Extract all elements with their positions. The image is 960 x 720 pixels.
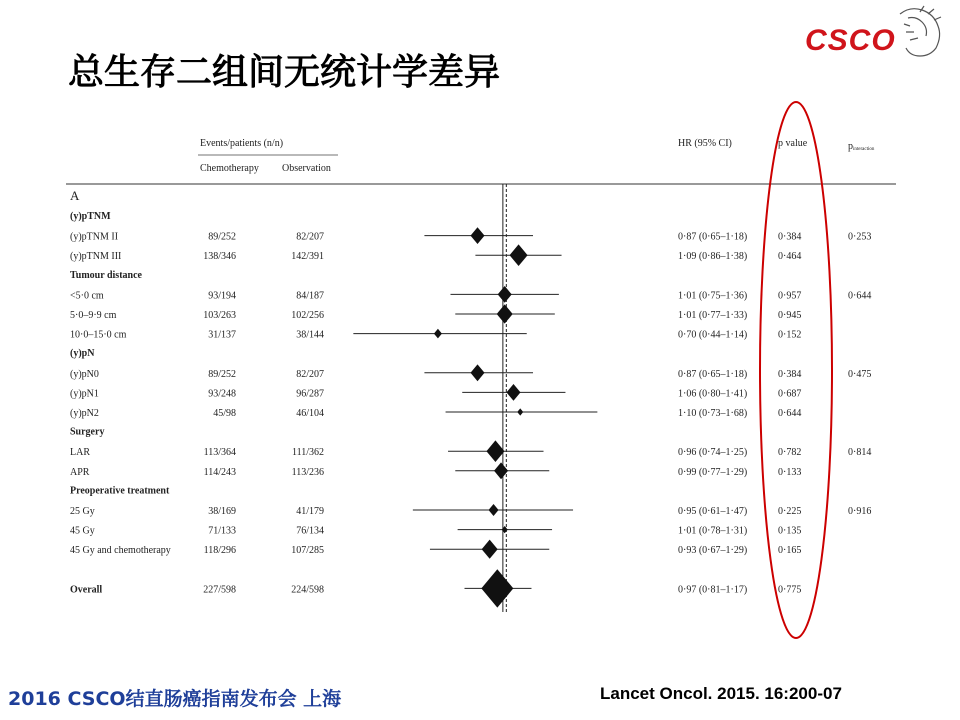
header-p-value: p value [778,138,808,149]
row-obs-events: 142/391 [291,251,324,263]
row-obs-events: 224/598 [291,584,324,596]
row-p-interaction: 0·814 [848,447,872,459]
point-estimate-diamond [482,540,498,559]
point-estimate-diamond [481,569,513,607]
row-hr-ci: 0·96 (0·74–1·25) [678,447,748,459]
row-hr-ci: 0·97 (0·81–1·17) [678,584,748,596]
row-p-value: 0·384 [778,231,802,243]
row-hr-ci: 0·95 (0·61–1·47) [678,506,748,517]
row-hr-ci: 1·10 (0·73–1·68) [678,408,748,419]
row-hr-ci: 1·01 (0·75–1·36) [678,290,748,302]
point-estimate-diamond [486,440,504,462]
row-label: (y)pN2 [70,408,99,419]
row-obs-events: 84/187 [296,290,324,302]
subgroup-header [70,427,104,438]
row-chemo-events: 71/133 [208,525,236,537]
row-p-value: 0·152 [778,329,802,341]
subgroup-label: Surgery [70,426,105,438]
row-obs-events: 38/144 [296,329,324,341]
row-hr-ci: 0·70 (0·44–1·14) [678,329,748,341]
table-row [70,329,801,341]
table-row [70,408,801,419]
table-row [70,440,871,462]
row-chemo-events: 227/598 [203,584,236,596]
overall-row [70,569,801,607]
point-estimate-diamond [471,364,485,381]
row-p-value: 0·384 [778,368,802,380]
point-estimate-diamond [489,504,499,516]
row-obs-events: 82/207 [296,368,324,380]
row-chemo-events: 113/364 [203,447,236,459]
row-label: 10·0–15·0 cm [70,329,127,341]
subgroup-header [70,211,111,222]
table-row [70,227,871,244]
row-chemo-events: 118/296 [203,545,236,557]
row-obs-events: 76/134 [296,525,324,537]
subgroup-header [70,485,170,496]
row-chemo-events: 31/137 [208,329,236,341]
table-row [70,504,871,517]
row-p-value: 0·225 [778,506,802,517]
row-chemo-events: 114/243 [203,466,236,478]
row-obs-events: 102/256 [291,310,324,321]
row-hr-ci: 0·87 (0·65–1·18) [678,231,748,243]
row-chemo-events: 89/252 [208,368,236,380]
row-hr-ci: 1·01 (0·78–1·31) [678,525,748,537]
row-label: 45 Gy and chemotherapy [70,545,171,557]
logo-wordmark: CSCO [805,24,896,57]
row-p-value: 0·133 [778,466,802,478]
table-row [70,462,801,479]
subgroup-header [70,270,143,281]
header-events: Events/patients (n/n) [200,138,284,149]
row-label: (y)pN1 [70,388,99,400]
row-hr-ci: 1·09 (0·86–1·38) [678,251,748,263]
row-chemo-events: 93/248 [208,388,236,400]
row-obs-events: 113/236 [291,466,324,478]
point-estimate-diamond [471,227,485,244]
row-label: APR [70,466,90,478]
point-estimate-diamond [517,408,523,415]
point-estimate-diamond [506,384,520,401]
row-chemo-events: 38/169 [208,506,236,517]
row-chemo-events: 93/194 [208,290,236,302]
row-label: (y)pN0 [70,368,99,380]
row-chemo-events: 45/98 [213,408,236,419]
subgroup-label: Preoperative treatment [70,485,170,497]
row-p-value: 0·464 [778,251,802,263]
row-p-value: 0·782 [778,447,802,459]
row-p-value: 0·957 [778,290,802,302]
citation: Lancet Oncol. 2015. 16:200-07 [600,684,842,703]
table-row [70,286,871,303]
table-row [70,304,801,323]
row-label: <5·0 cm [70,290,104,302]
point-estimate-diamond [510,244,528,266]
header-hr: HR (95% CI) [678,138,732,149]
row-label: 45 Gy [70,525,95,537]
subgroup-label: Tumour distance [70,269,142,281]
row-p-value: 0·945 [778,310,802,321]
footer-event-name: 2016 CSCO结直肠癌指南发布会 上海 [8,688,342,710]
row-p-value: 0·775 [778,584,802,596]
table-row [70,364,871,381]
table-row [70,384,801,401]
row-label: 5·0–9·9 cm [70,310,117,321]
row-p-value: 0·687 [778,388,802,400]
row-label: Overall [70,584,103,596]
row-label: LAR [70,447,90,459]
table-row [70,244,801,266]
row-label: (y)pTNM II [70,231,119,243]
subgroup-header [70,348,95,359]
row-obs-events: 107/285 [291,545,324,557]
row-obs-events: 46/104 [296,408,324,419]
subgroup-label: (y)pN [70,348,95,360]
row-chemo-events: 138/346 [203,251,236,263]
row-obs-events: 96/287 [296,388,324,400]
row-p-interaction: 0·916 [848,506,872,517]
row-hr-ci: 1·06 (0·80–1·41) [678,388,748,400]
row-label: 25 Gy [70,506,95,517]
point-estimate-diamond [498,286,512,303]
row-p-value: 0·165 [778,545,802,557]
row-p-value: 0·644 [778,408,802,419]
row-obs-events: 111/362 [291,447,324,459]
row-chemo-events: 103/263 [203,310,236,321]
header-chemotherapy: Chemotherapy [200,163,259,174]
row-obs-events: 41/179 [296,506,324,517]
row-p-interaction: 0·475 [848,368,872,380]
point-estimate-diamond [497,304,513,323]
row-p-interaction: 0·253 [848,231,872,243]
row-chemo-events: 89/252 [208,231,236,243]
slide-title: 总生存二组间无统计学差异 [68,52,501,93]
row-hr-ci: 0·93 (0·67–1·29) [678,545,748,557]
header-p-interaction: pinteraction [848,141,875,152]
point-estimate-diamond [434,329,442,339]
row-p-interaction: 0·644 [848,290,872,302]
header-observation: Observation [282,163,331,174]
subgroup-label: (y)pTNM [70,211,111,222]
row-p-value: 0·135 [778,525,802,537]
table-row [70,526,801,537]
panel-label: A [70,188,80,203]
row-hr-ci: 1·01 (0·77–1·33) [678,310,748,321]
row-obs-events: 82/207 [296,231,324,243]
row-hr-ci: 0·87 (0·65–1·18) [678,368,748,380]
table-row [70,540,801,559]
row-hr-ci: 0·99 (0·77–1·29) [678,466,748,478]
row-label: (y)pTNM III [70,251,122,263]
